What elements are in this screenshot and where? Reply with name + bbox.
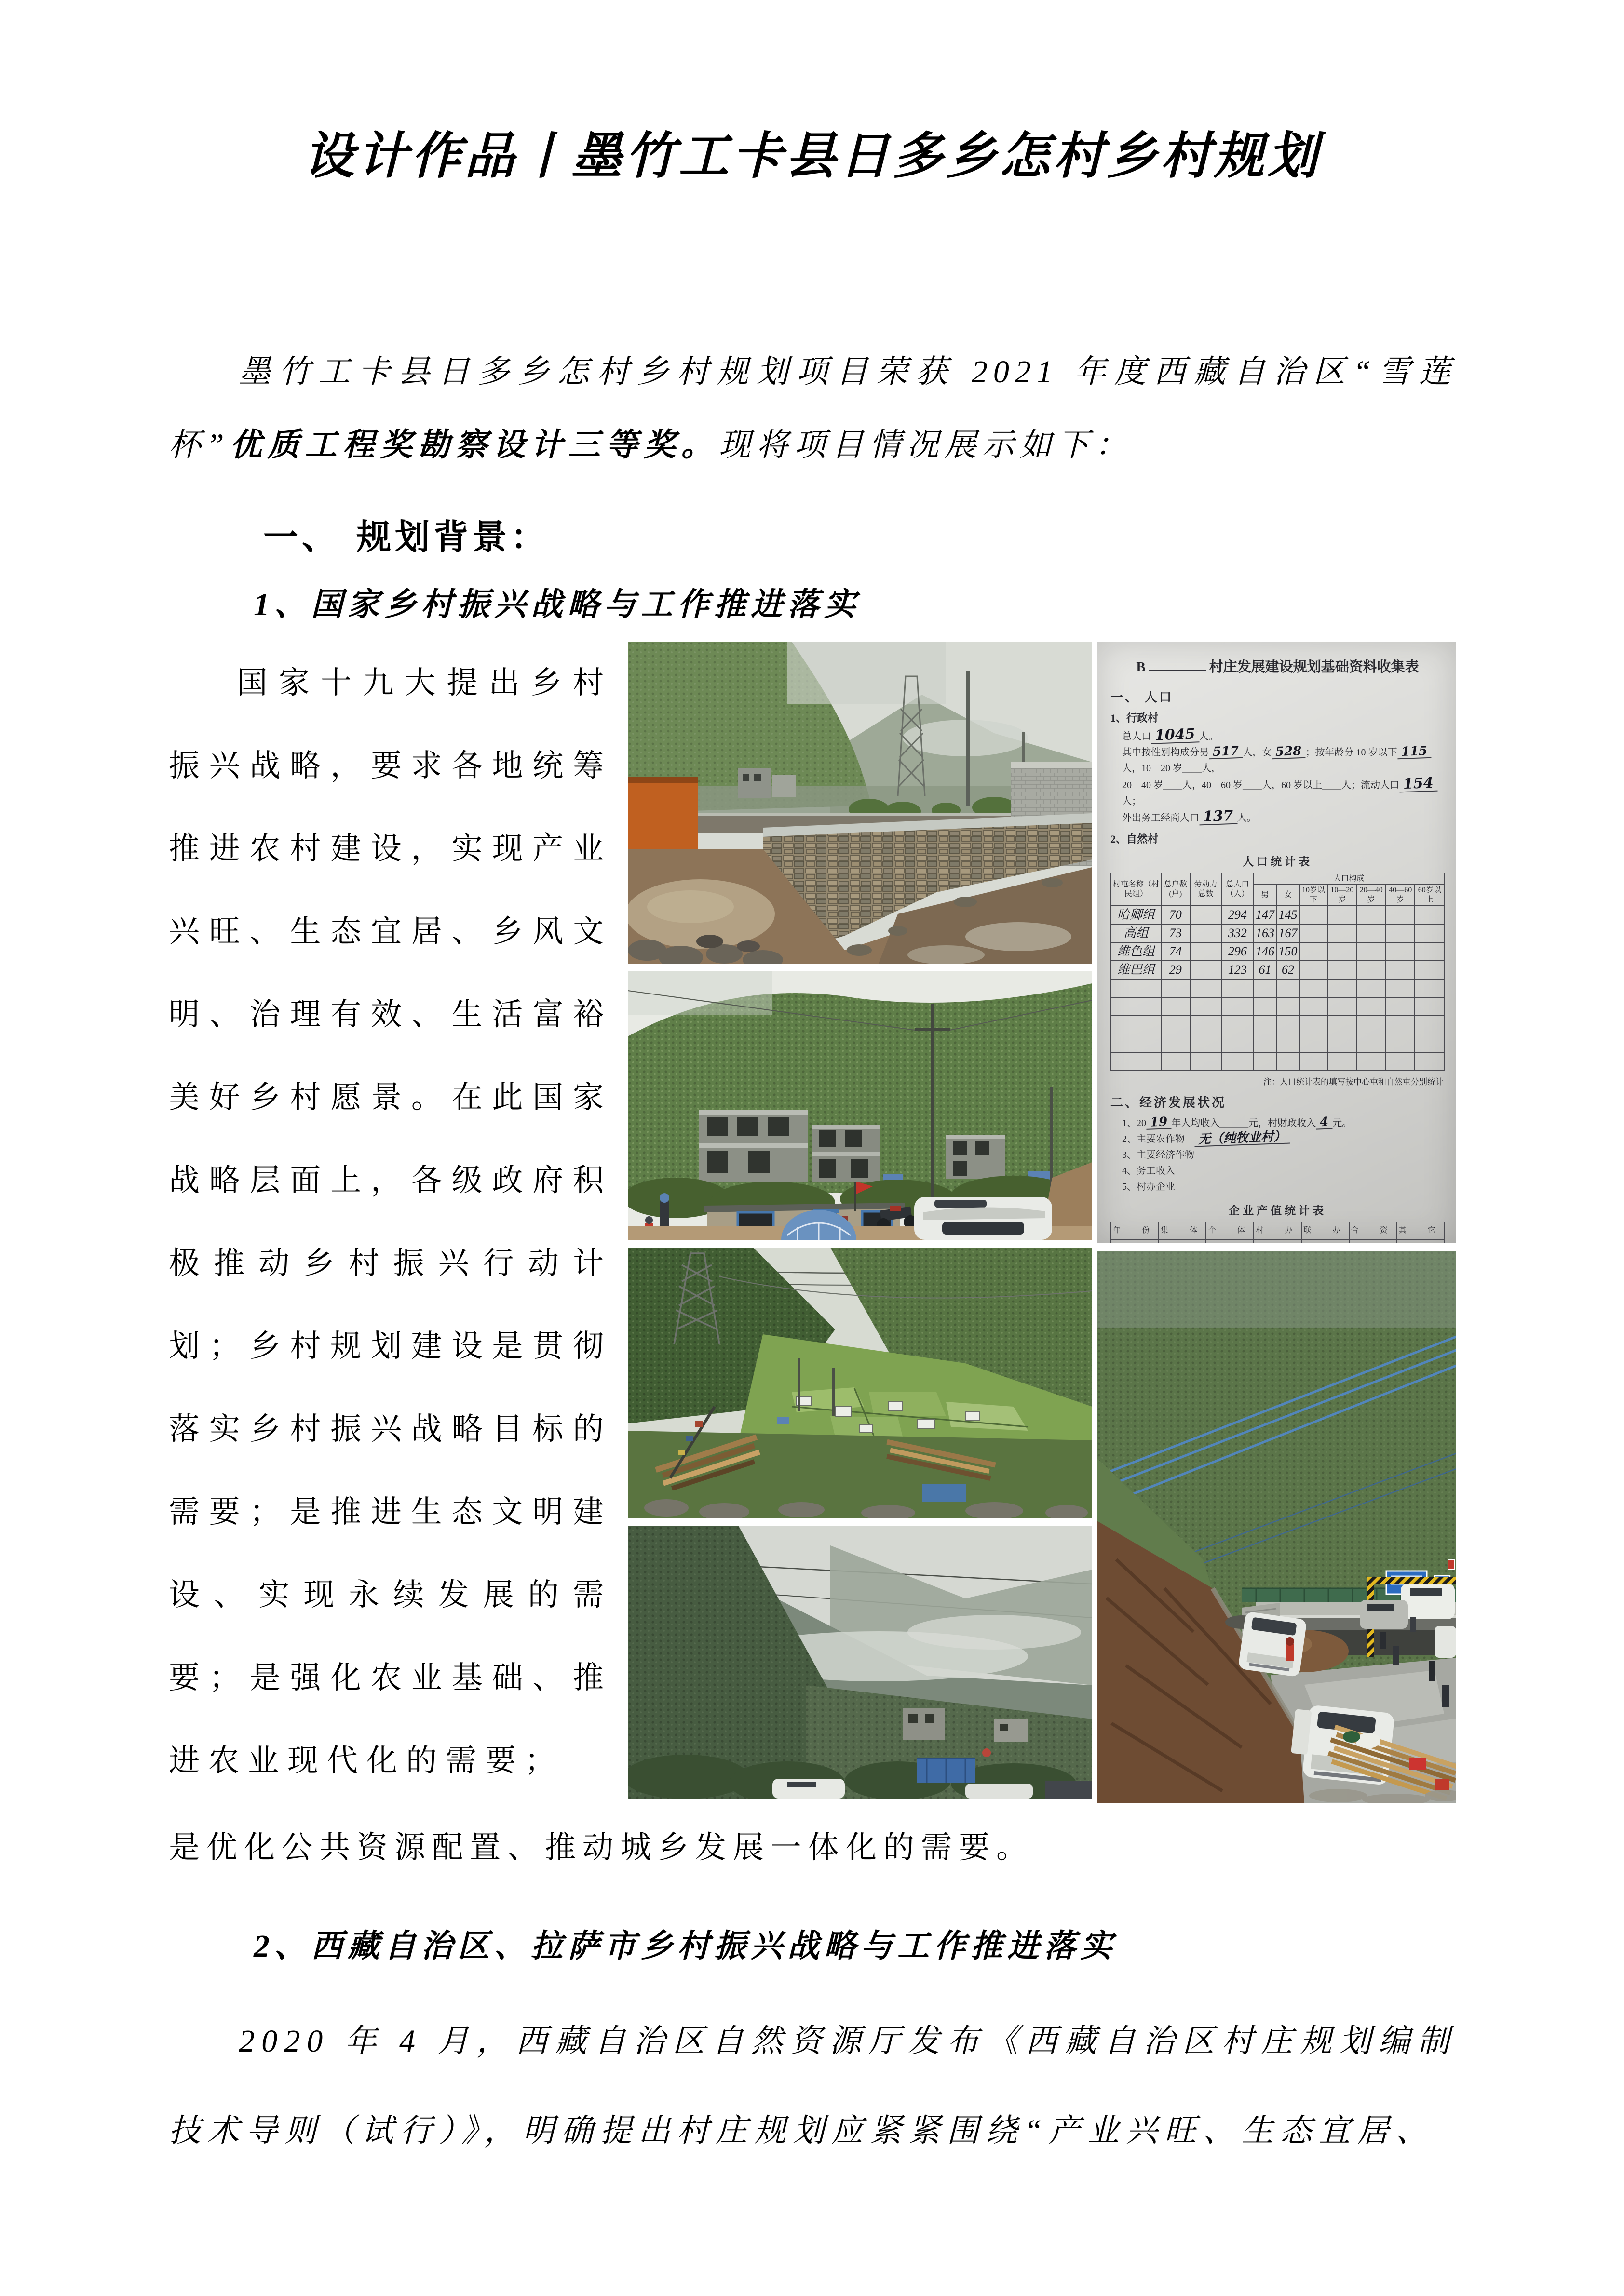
table-row: 维色组 74 296 146 150 [1111,942,1444,961]
form-sub-admin-village: 1、行政村 [1110,712,1159,724]
form-sub-natural-village: 2、自然村 [1110,833,1159,845]
white-suv [914,1197,1052,1240]
intro-text-after: 现将项目情况展示如下： [718,428,1133,463]
subsection-heading-tibet-lhasa: 2、西藏自治区、拉萨市乡村振兴战略与工作推进落实 [254,1929,1117,1964]
table-row-empty [1111,997,1444,1016]
col-over60: 60岁以上 [1415,885,1444,906]
form-title-blank [1149,659,1206,671]
handwritten-migrant-workers: 137 [1199,809,1237,826]
table-row: 哈卿组 70 294 147 145 [1111,906,1444,924]
page-title: 设计作品丨墨竹工卡县日多乡怎村乡村规划 [304,126,1321,185]
text-image-flow [169,642,1456,1803]
photo-mountain-road-construction [1097,1251,1456,1803]
table-row-empty [1111,1016,1444,1034]
table-row-empty [1111,1052,1444,1071]
section-heading-background: 一、 规划背景： [263,517,550,557]
col-20-40: 20—40岁 [1357,885,1386,906]
population-table [1110,873,1445,1071]
col-composition: 人口构成 [1254,873,1444,885]
form-section-population: 一、 人口 [1110,690,1174,704]
intro-text-bold: 优质工程奖勘察设计三等奖。 [230,428,719,463]
econ-line4: 4、务工收入 [1122,1166,1175,1176]
handwritten-male: 517 [1209,745,1243,759]
table-row-empty [1111,1239,1444,1243]
form-admin-line3: 20—40 岁____人，40—60 岁____人，60 岁以上____人；流动人口 154人； [1122,777,1445,809]
outro-paragraph: 2020 年 4 月，西藏自治区自然资源厅发布《西藏自治区村庄规划编制技术导则（试行）》，明确提出村庄规划应紧紧围绕“产业兴旺、生态宜居、 [169,2024,1456,2148]
table-row-empty [1111,1034,1444,1052]
table-header-row [1111,873,1444,885]
form-title [1110,656,1445,676]
form-title-b: B [1136,659,1146,675]
handwritten-total-population: 1045 [1150,727,1199,744]
econ-line5: 5、村办企业 [1122,1182,1175,1192]
col-male: 男 [1254,885,1277,906]
photo-stone-wall [628,642,1092,964]
photo-column-middle [628,642,1092,1803]
handwritten-under10: 115 [1397,745,1431,759]
form-admin-line4: 外出务工经商人口 137 人。 [1122,807,1257,826]
table-row-empty [1111,979,1444,997]
handwritten-floating-population: 154 [1399,776,1437,793]
valley-photo-graphic [628,1248,1092,1518]
col-under10: 10岁以下 [1299,885,1327,906]
handwritten-year: 19 [1146,1115,1172,1130]
handwritten-female: 528 [1272,745,1306,759]
col-total-pop: 总人口（人） [1221,873,1254,906]
econ-line1: 1、20 19 年人均收入______元，村财政收入 4 元。 [1122,1114,1352,1130]
form-title-text: 村庄发展建设规划基础资料收集表 [1209,659,1419,675]
enterprise-table-title: 企业产值统计表 [1229,1205,1326,1217]
gantry-beam [1367,1577,1456,1584]
village-photo-graphic [628,971,1092,1240]
form-section-economy: 二、经济发展状况 [1110,1096,1227,1110]
econ-line2: 2、主要农作物 无（纯牧业村） [1122,1131,1445,1147]
photo-village-houses [628,971,1092,1240]
stone-wall-photo-graphic [628,642,1092,964]
econ-line3: 3、主要经济作物 [1122,1150,1194,1160]
subsection-heading-national-strategy: 1、国家乡村振兴战略与工作推进落实 [254,587,861,622]
form-admin-line2: 其中按性别构成分男 517 人，女 528 ；按年龄分 10 岁以下 115人，10—20 岁____人， [1122,745,1445,777]
enterprise-table [1110,1222,1445,1243]
form-admin-line1: 总人口 1045 人。 [1122,725,1218,744]
photo-valley-village [628,1248,1092,1518]
population-table-note: 注：人口统计表的填写按中心屯和自然屯分别统计 [1263,1077,1444,1087]
body-text-continuation: 是优化公共资源配置、推动城乡发展一体化的需要。 [169,1830,1034,1865]
handwritten-crops: 无（纯牧业村） [1194,1130,1290,1147]
col-40-60: 40—60岁 [1386,885,1415,906]
road-photo-graphic [1097,1251,1456,1803]
body-text-column: 国家十九大提出乡村振兴战略，要求各地统筹推进农村建设，实现产业兴旺、生态宜居、乡风文明、治理有效、生活富裕美好乡村愿景。在此国家战略层面上，各级政府积极推动乡村振兴行动计划；乡村规划建设是贯彻落实乡村振兴战略目标的需要；是推进生态文明建设、实现永续发展的需要；是强化农业基础、推进农业现代化的需要； [169,666,612,1778]
intro-paragraph [169,336,1456,482]
col-labor: 劳动力总数 [1190,873,1221,906]
handwritten-village-income: 4 [1316,1115,1333,1129]
photo-column-right [1097,642,1456,1803]
table-header-row: 年 份 集 体 个 体 村 办 联 办 合 资 其 它 [1111,1222,1444,1239]
scanned-survey-form [1097,642,1456,1243]
col-households: 总户数(户) [1161,873,1190,906]
col-10-20: 10—20岁 [1327,885,1356,906]
photo-misty-mountains [628,1526,1092,1799]
population-table-title: 人口统计表 [1243,856,1313,868]
intro-text-regular: 墨竹工卡县日多乡怎村乡村规划项目荣获 2021 年度西藏自治区“雪莲杯” [169,354,1456,463]
col-village-name: 村屯名称（村民组） [1111,873,1161,906]
table-row: 维巴组 29 123 61 62 [1111,961,1444,979]
col-female: 女 [1276,885,1299,906]
table-row: 高组 73 332 163 167 [1111,924,1444,942]
misty-photo-graphic [628,1526,1092,1799]
